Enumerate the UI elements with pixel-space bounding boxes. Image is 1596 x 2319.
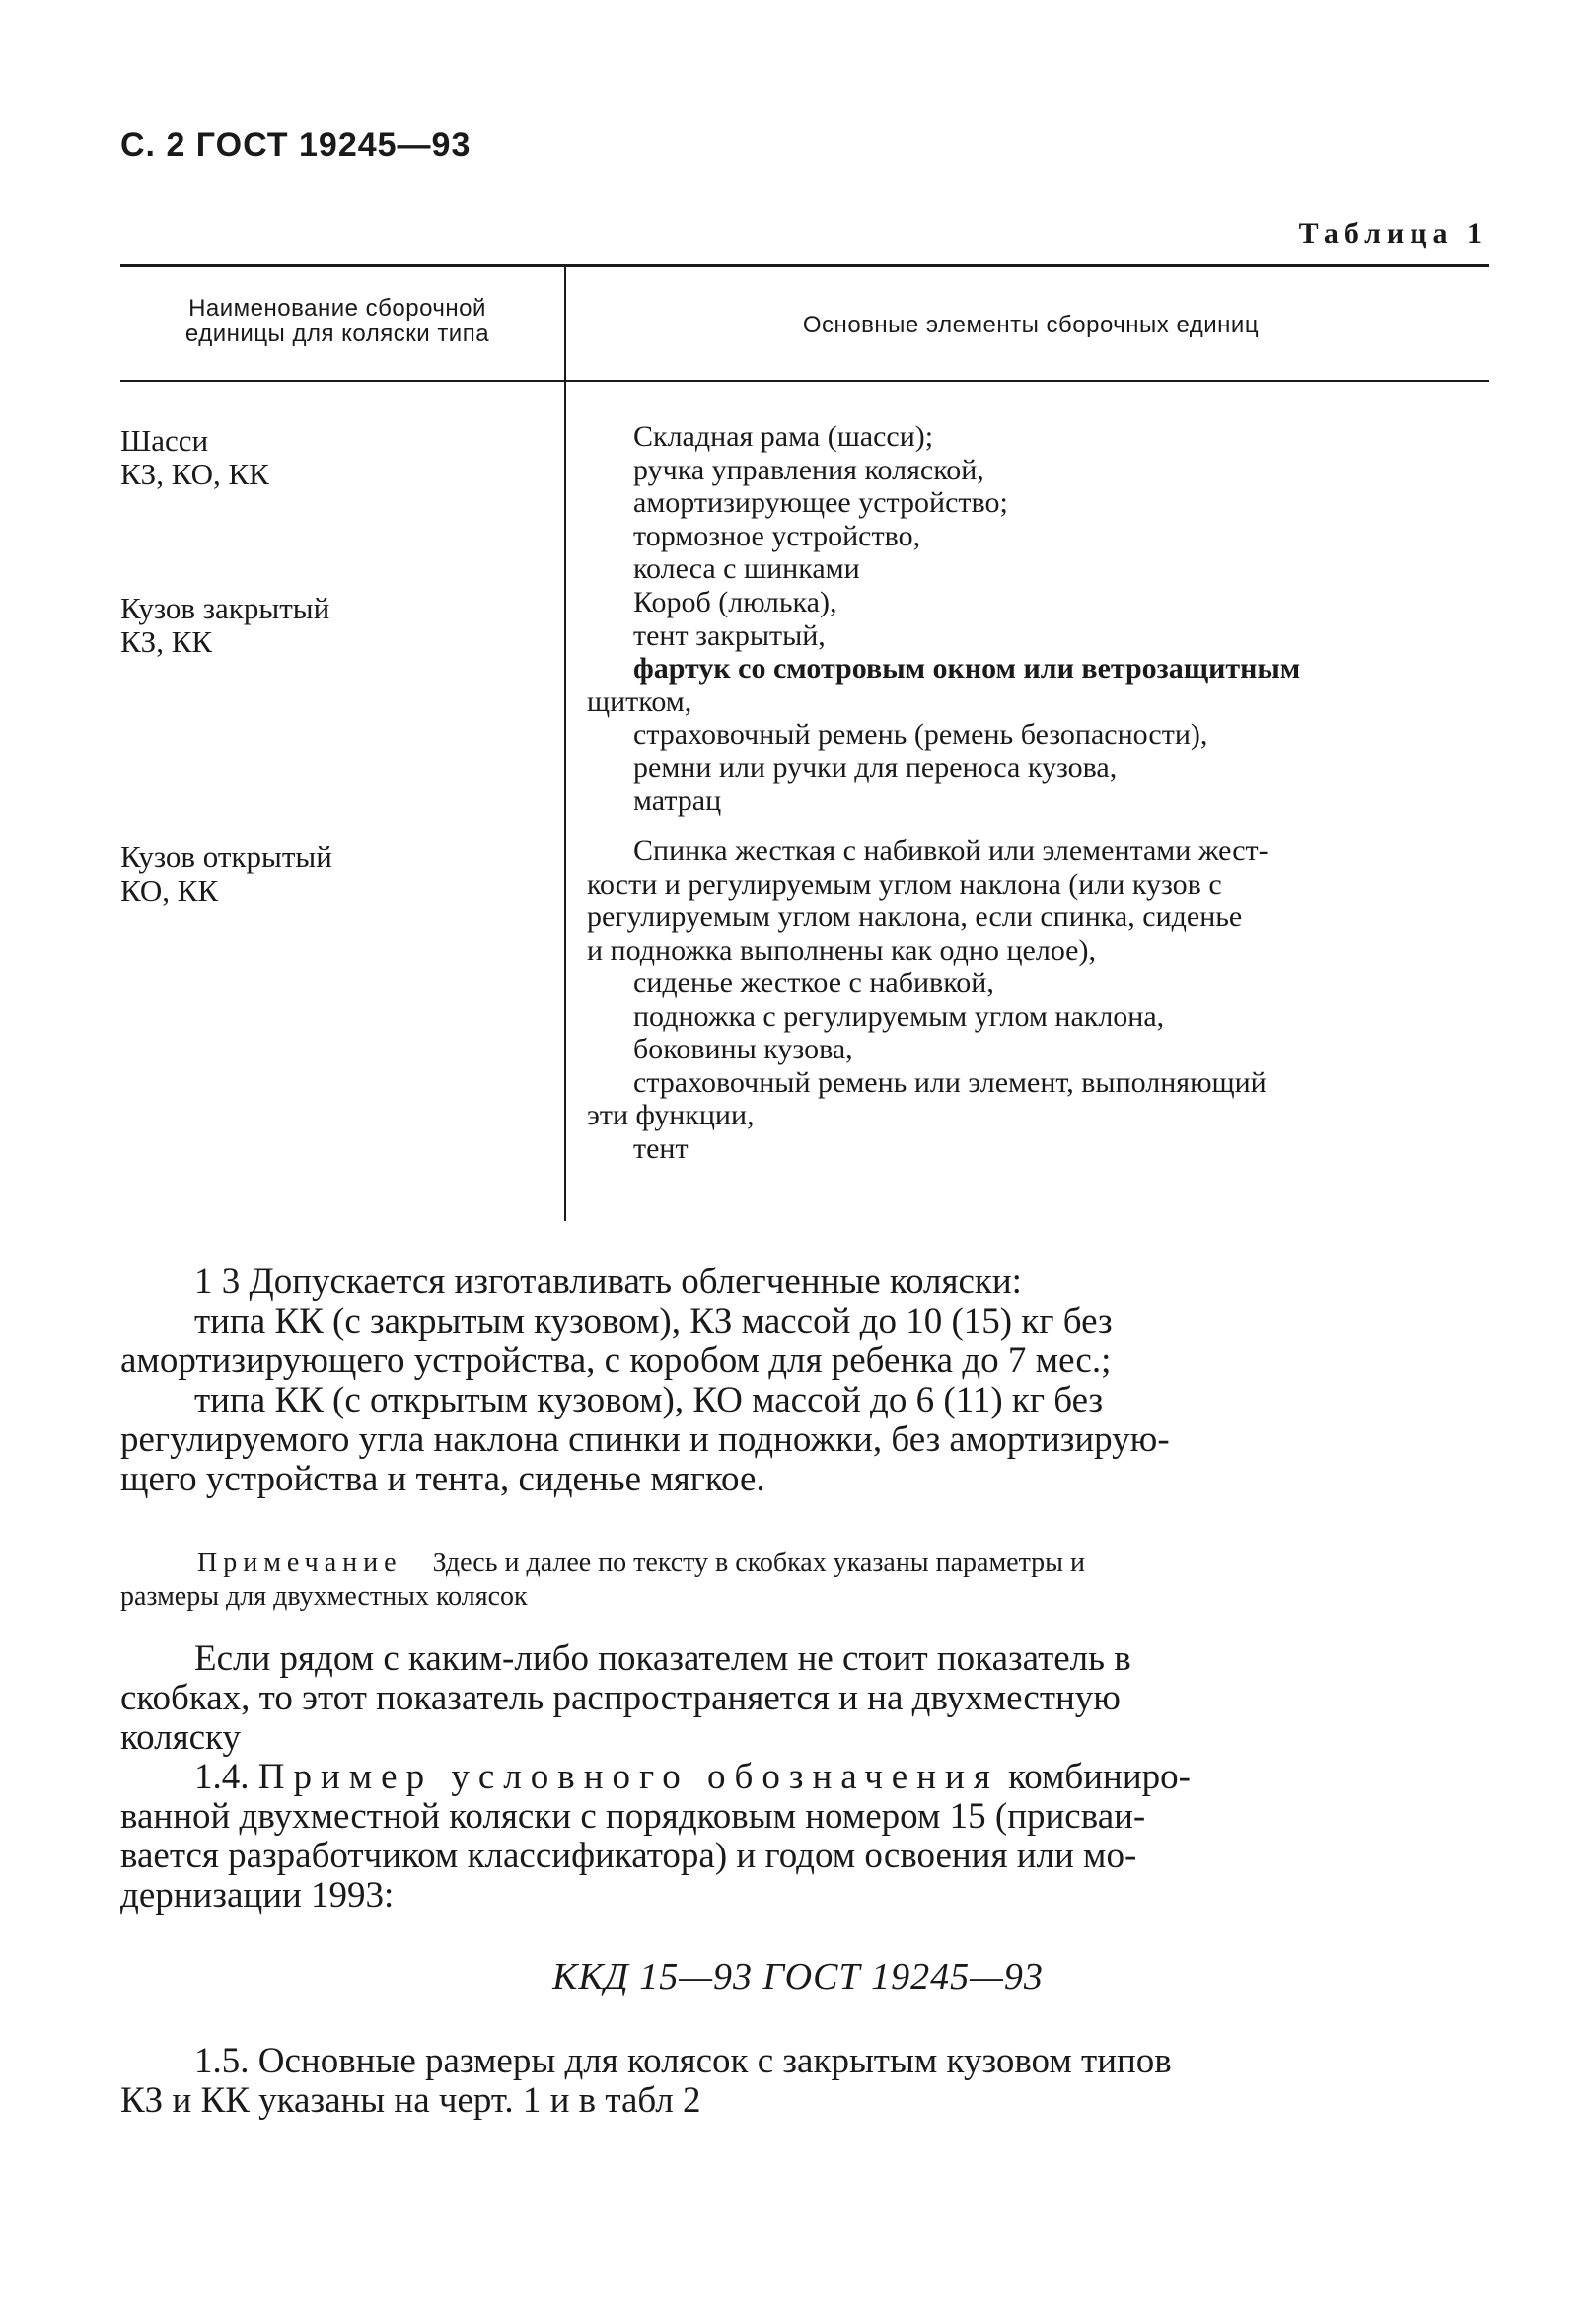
unit-types: КЗ, КК [120, 624, 213, 659]
text-line: вается разработчиком классификатора) и годом освоения или мо- [120, 1836, 1137, 1876]
table-row-elements [587, 586, 1489, 818]
element-item: матрац [633, 784, 722, 817]
element-item: боковины кузова, [633, 1033, 853, 1065]
element-item: тент закрытый, [633, 618, 826, 652]
note-second-line: размеры для двухместных колясок [120, 1581, 528, 1612]
element-item: эти функции, [587, 1099, 755, 1131]
element-item: регулируемым углом наклона, если спинка, сиденье [587, 901, 1243, 933]
table-header-unit [120, 296, 554, 347]
unit-name: Кузов открытый [120, 839, 332, 874]
element-item: колеса с шинками [633, 552, 860, 585]
table-row-unit [120, 840, 554, 907]
element-item: щитком, [587, 685, 692, 718]
text-line: типа КК (с закрытым кузовом), КЗ массой до 10 (15) кг без [194, 1301, 1113, 1341]
table-header-elements: Основные элементы сборочных единиц [802, 312, 1260, 338]
page-header: С. 2 ГОСТ 19245—93 [120, 126, 472, 164]
unit-types: КО, КК [120, 873, 219, 907]
note-text: Здесь и далее по тексту в скобках указаны параметры и [432, 1548, 1085, 1578]
text-line: щего устройства и тента, сиденье мягкое. [120, 1459, 765, 1499]
section-1-3-heading: 1 3 Допускается изготавливать облегченные коляски: [194, 1262, 1022, 1302]
table-row-elements [587, 834, 1489, 1165]
note-label: Примечание [197, 1548, 402, 1578]
element-item: ручка управления коляской, [633, 453, 984, 486]
element-item: амортизирующее устройство; [633, 486, 1008, 519]
text-line: Если рядом с каким-либо показателем не стоит показатель в [194, 1638, 1131, 1679]
section-1-3 [120, 1263, 1489, 1499]
element-item: и подножка выполнены как одно целое), [587, 933, 1096, 967]
section-1-4-first-line [120, 1758, 1489, 1797]
text-line: КЗ и КК указаны на черт. 1 и в табл 2 [120, 2080, 701, 2121]
table-header-rule [120, 380, 1489, 382]
element-item: страховочный ремень или элемент, выполняющий [633, 1065, 1267, 1099]
table-caption: Таблица 1 [1298, 217, 1487, 250]
table-column-divider [564, 266, 566, 1221]
table-top-rule [120, 264, 1489, 267]
text-line: ванной двухместной коляски с порядковым номером 15 (присваи- [120, 1796, 1146, 1837]
table-row-elements [587, 420, 1489, 586]
table-row-unit [120, 592, 554, 659]
note-first-line [197, 1547, 1489, 1580]
section-number: 1.4. [194, 1757, 250, 1797]
note-block [120, 1547, 1489, 1614]
element-item: Складная рама (шасси); [633, 420, 934, 453]
element-item: фартук со смотровым окном или ветрозащитным [633, 652, 1301, 685]
text-fragment: комбиниро- [1008, 1757, 1191, 1797]
text-line: скобках, то этот показатель распространяется и на двухместную [120, 1678, 1121, 1718]
element-item: сиденье жесткое с набивкой, [633, 967, 994, 999]
designation-example: ККД 15—93 ГОСТ 19245—93 [552, 1956, 1044, 1997]
element-item: Спинка жесткая с набивкой или элементами жест- [633, 834, 1269, 867]
unit-name: Шасси [120, 423, 209, 458]
element-item: кости и регулируемым углом наклона (или кузов с [587, 867, 1222, 901]
text-line: дернизации 1993: [120, 1875, 395, 1916]
unit-name: Кузов закрытый [120, 591, 330, 625]
text-line: амортизирующего устройства, с коробом для ребенка до 7 мес.; [120, 1341, 1112, 1381]
section-1-4 [120, 1758, 1489, 1916]
element-item: страховочный ремень (ремень безопасности), [633, 718, 1208, 751]
table-header-unit-line1: Наименование сборочной [188, 295, 486, 322]
text-line: 1.5. Основные размеры для колясок с закрытым кузовом типов [194, 2041, 1172, 2081]
element-item: тормозное устройство, [633, 519, 921, 552]
element-item: тент [633, 1131, 689, 1165]
element-item: Короб (люлька), [633, 586, 837, 618]
text-line: регулируемого угла наклона спинки и подножки, без амортизирую- [120, 1419, 1170, 1460]
unit-types: КЗ, КО, КК [120, 457, 269, 491]
section-1-4-spaced-phrase: Пример условного обозначения [257, 1757, 999, 1797]
table-header-unit-line2: единицы для коляски типа [184, 321, 490, 347]
section-1-5 [120, 2042, 1489, 2121]
text-line: типа КК (с открытым кузовом), КО массой до 6 (11) кг без [194, 1380, 1104, 1420]
text-line: коляску [120, 1717, 241, 1758]
table-row-unit [120, 424, 554, 491]
element-item: подножка с регулируемым углом наклона, [633, 999, 1165, 1033]
paragraph-double-seat [120, 1639, 1489, 1758]
element-item: ремни или ручки для переноса кузова, [633, 751, 1118, 784]
